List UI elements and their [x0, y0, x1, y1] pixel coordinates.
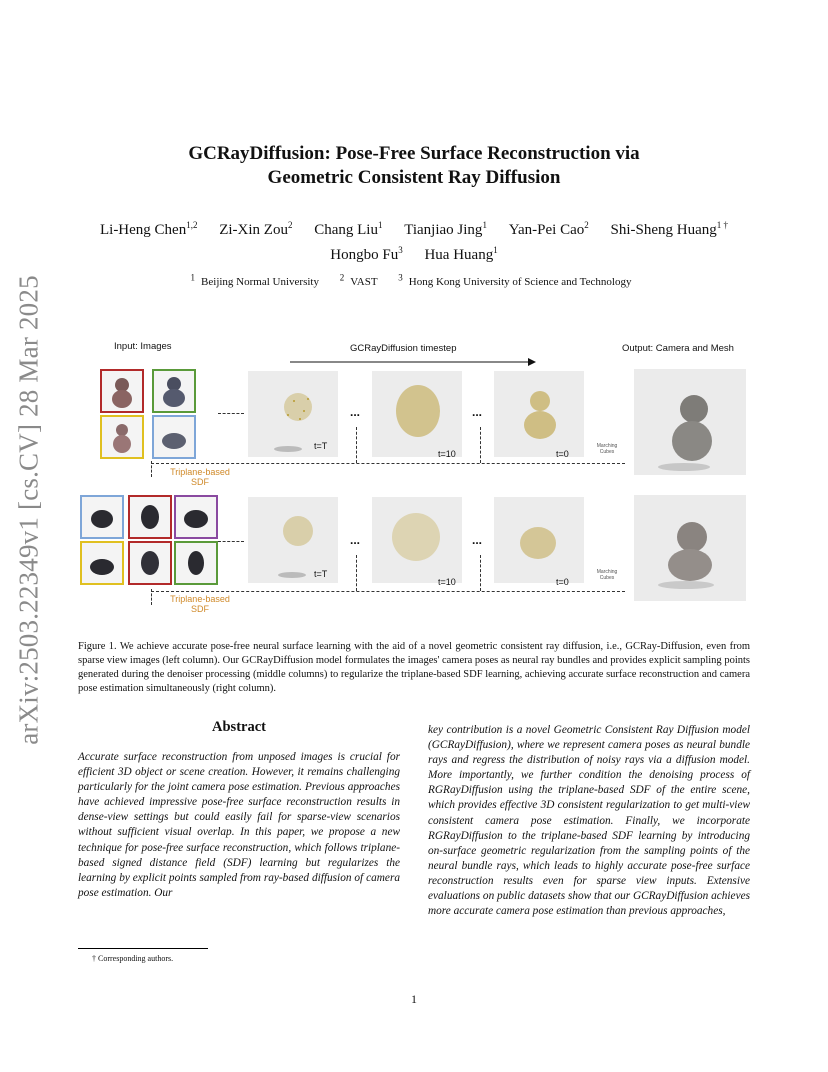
connector	[218, 541, 244, 542]
ray-panel-t-0	[494, 371, 584, 457]
marching-cubes-label	[594, 569, 620, 581]
input-image-thumb	[152, 415, 196, 459]
output-mesh-panel	[634, 369, 746, 475]
denoising-points	[372, 497, 462, 583]
marching-cubes-label	[594, 443, 620, 455]
sdf-line-1: Triplane-based	[170, 594, 230, 604]
page-number: 1	[411, 992, 417, 1006]
dog-image	[82, 543, 122, 583]
timestep-t0: t=0	[556, 577, 569, 587]
author-name: Hongbo Fu	[330, 247, 399, 263]
denoising-points	[372, 371, 462, 457]
sdf-line-2: SDF	[191, 604, 209, 614]
input-image-thumb	[100, 369, 144, 413]
author-affil-sup: 3	[398, 245, 403, 255]
bear-image	[154, 417, 194, 457]
timestep-t0: t=0	[556, 449, 569, 459]
affil-name: Hong Kong University of Science and Technology	[408, 276, 632, 288]
timestep-arrow	[288, 357, 538, 367]
timestep-label: GCRayDiffusion timestep	[350, 343, 457, 354]
ray-panel-t-T	[248, 497, 338, 583]
abstract-text-right: key contribution is a novel Geometric Consistent Ray Diffusion model (GCRayDiffusion), where we represent camera poses as neural bundle rays and regress the distribution of noisy rays via a diffusion model. More importantly, we further condition the denoising process of RGRayDiffusion using the triplane-based SDF of the entire scene, which provides effective 3D consistent regularization to get multi-view consistent camera pose estimation. Finally, we incorporate RGRayDiffusion to the triplane-based SDF learning by introducing on-surface geometric regularization from the sampling points of the neural bundle rays, which leads to highly accurate pose-free surface reconstruction results even for sparse view inputs. Extensive evaluations on public datasets show that our GCRayDiffusion achieves more accurate camera pose estimation than previous approaches,	[428, 724, 750, 918]
affil-sup: 1	[190, 272, 196, 283]
ray-panel-t-10	[372, 497, 462, 587]
input-image-thumb	[128, 495, 172, 539]
paper-title	[0, 142, 828, 190]
arxiv-watermark	[4, 260, 54, 760]
timestep-tT: t=T	[314, 441, 328, 451]
abstract-text-left: Accurate surface reconstruction from unposed images is crucial for efficient 3D object or scene creation. However, it remains challenging particularly for the joint camera pose estimation. Previous approaches have achieved impressive pose-free surface reconstruction results in dense-view settings but could easily fail for sparse-view scenarios without sufficient visual overlap. In this paper, we propose a new technique for pose-free surface reconstruction, which follows triplane-based signed distance field (SDF) learning but regularizes the learning by explicit points sampled from ray-based diffusion of camera pose estimation. Our	[78, 751, 400, 899]
sdf-connector-v	[151, 589, 152, 605]
author-name: Yan-Pei Cao	[508, 222, 585, 238]
figure-1	[78, 333, 750, 623]
affiliation	[339, 272, 384, 288]
dog-image	[130, 543, 170, 583]
regularize-arrow	[356, 555, 357, 591]
author-name: Tianjiao Jing	[404, 222, 483, 238]
author-name: Chang Liu	[314, 222, 378, 238]
affil-sup: 3	[398, 272, 403, 283]
affil-sup: 2	[339, 272, 345, 283]
input-image-thumb	[128, 541, 172, 585]
timestep-t10: t=10	[438, 449, 456, 459]
affiliation	[398, 272, 637, 288]
author-affil-sup: 1	[493, 245, 498, 255]
mc-line-1: Marching	[596, 569, 618, 575]
footnote-rule	[78, 948, 208, 949]
dog-image	[176, 543, 216, 583]
dog-mesh	[634, 495, 746, 601]
input-image-thumb	[174, 495, 218, 539]
author	[611, 222, 729, 238]
author-affil-sup: 1,2	[186, 220, 198, 230]
author-affil-sup: 2	[287, 220, 293, 230]
sdf-line-1: Triplane-based	[170, 467, 230, 477]
input-image-thumb	[174, 541, 218, 585]
mc-line-1: Marching	[596, 443, 618, 449]
ellipsis: ...	[472, 405, 483, 419]
affiliation	[190, 272, 325, 288]
author	[509, 222, 589, 238]
figure-caption: Figure 1. We achieve accurate pose-free neural surface learning with the aid of a novel geometric consistent ray diffusion, i.e., GCRay-Diffusion, even from sparse view images (left column). Our GCRayDiffusion model formulates the images' camera poses as neural ray bundles and provides explicit sampling points generated during the denoiser processing (middle columns) to regularize the triplane-based SDF learning, achieving accurate surface reconstruction and camera pose estimation simultaneously (right column).	[78, 641, 750, 694]
author-affil-sup: 1	[482, 220, 487, 230]
title-line-2: Geometric Consistent Ray Diffusion	[267, 167, 561, 188]
sdf-label	[160, 467, 240, 487]
regularize-arrow	[356, 427, 357, 463]
author	[219, 222, 292, 238]
dog-image	[130, 497, 170, 537]
dog-image	[176, 497, 216, 537]
sdf-connector-v	[151, 461, 152, 477]
input-image-thumb	[100, 415, 144, 459]
bear-image	[102, 417, 142, 457]
input-label: Input: Images	[114, 341, 172, 352]
regularize-arrow	[480, 555, 481, 591]
bear-image	[102, 371, 142, 411]
author-affil-sup: 1	[377, 220, 383, 230]
author	[100, 222, 197, 238]
timestep-tT: t=T	[314, 569, 328, 579]
abstract-heading: Abstract	[212, 719, 266, 735]
affil-name: VAST	[350, 276, 378, 288]
sdf-label	[160, 594, 240, 614]
mc-line-2: Cubes	[599, 575, 615, 581]
ray-panel-t-T	[248, 371, 338, 457]
author-affil-sup: 1 †	[716, 220, 729, 230]
input-image-thumb	[80, 495, 124, 539]
author-name: Hua Huang	[424, 247, 494, 263]
ray-panel-t-0	[494, 497, 584, 587]
input-image-thumb	[80, 541, 124, 585]
output-mesh-panel	[634, 495, 746, 601]
author-name: Shi-Sheng Huang	[610, 222, 717, 238]
bear-mesh	[634, 369, 746, 475]
input-image-thumb	[152, 369, 196, 413]
author	[330, 247, 402, 263]
abstract-right-column	[428, 723, 750, 919]
sdf-connector	[151, 591, 625, 592]
author-name: Zi-Xin Zou	[219, 222, 288, 238]
author	[314, 222, 382, 238]
ellipsis: ...	[350, 405, 361, 419]
affiliation-list	[0, 272, 828, 288]
dog-image	[82, 497, 122, 537]
converged-points	[494, 497, 584, 583]
connector	[218, 413, 244, 414]
sdf-line-2: SDF	[191, 477, 209, 487]
footnote: † Corresponding authors.	[92, 954, 174, 963]
output-label: Output: Camera and Mesh	[622, 343, 734, 354]
title-line-1: GCRayDiffusion: Pose-Free Surface Reconstruction via	[188, 143, 640, 164]
bear-image	[154, 371, 194, 411]
author	[404, 222, 487, 238]
affil-name: Beijing Normal University	[201, 276, 319, 288]
ray-panel-t-10	[372, 371, 462, 457]
abstract-left-column	[78, 718, 400, 901]
ellipsis: ...	[472, 533, 483, 547]
converged-points	[494, 371, 584, 457]
arxiv-id: arXiv:2503.22349v1 [cs.CV] 28 Mar 2025	[13, 275, 44, 745]
author-name: Li-Heng Chen	[99, 222, 187, 238]
sdf-connector	[151, 463, 625, 464]
author	[424, 247, 497, 263]
ellipsis: ...	[350, 533, 361, 547]
timestep-t10: t=10	[438, 577, 456, 587]
author-list	[60, 218, 768, 268]
mc-line-2: Cubes	[599, 449, 615, 455]
regularize-arrow	[480, 427, 481, 463]
author-affil-sup: 2	[584, 220, 589, 230]
